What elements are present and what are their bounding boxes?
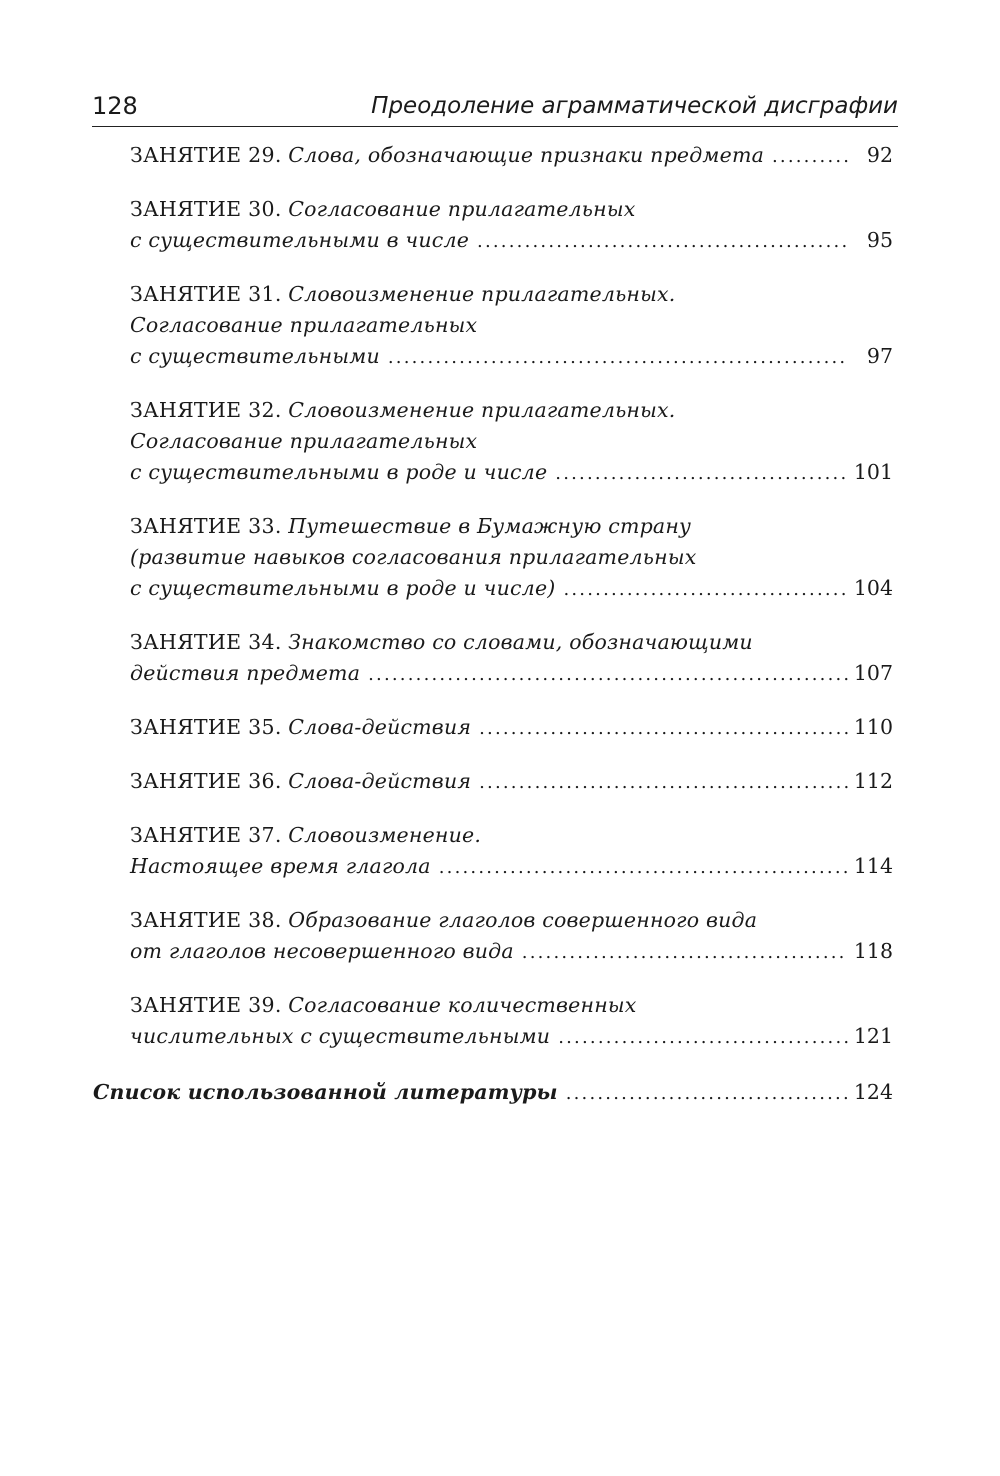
lesson-title: Словоизменение. (288, 823, 482, 847)
toc-entry-line (130, 395, 893, 426)
bibliography-page: 124 (853, 1080, 893, 1104)
lesson-page-number: 114 (853, 854, 893, 878)
toc-entry[interactable] (130, 766, 893, 798)
dot-leader (772, 141, 849, 172)
toc-entry-line (130, 712, 893, 744)
lesson-title: от глаголов несовершенного вида (130, 939, 514, 963)
lesson-page-number: 121 (853, 1024, 893, 1048)
lesson-title: с существительными в роде и числе) (130, 576, 556, 600)
lesson-title: Слова, обозначающие признаки предмета (288, 143, 764, 167)
toc-entry-line (130, 194, 893, 225)
toc-entry[interactable] (130, 990, 893, 1053)
lesson-title: Слова-действия (288, 769, 472, 793)
lesson-label: ЗАНЯТИЕ 30. (130, 197, 282, 221)
lesson-label: ЗАНЯТИЕ 37. (130, 823, 282, 847)
lesson-title: (развитие навыков согласования прилагательных (130, 545, 697, 569)
toc-entry-line (130, 936, 893, 968)
lesson-title: Согласование прилагательных (130, 313, 478, 337)
toc-entry-line (130, 658, 893, 690)
lesson-title: Словоизменение прилагательных. (288, 398, 676, 422)
toc-entry-line (130, 820, 893, 851)
running-title: Преодоление аграмматической дисграфии (371, 93, 898, 119)
toc-entry-line (130, 225, 893, 257)
dot-leader (477, 226, 849, 257)
toc-entry-line (130, 511, 893, 542)
lesson-title: Согласование количественных (288, 993, 637, 1017)
lesson-title: Согласование прилагательных (130, 429, 478, 453)
toc-entry[interactable] (130, 627, 893, 690)
lesson-title: Слова-действия (288, 715, 472, 739)
lesson-label: ЗАНЯТИЕ 35. (130, 715, 282, 739)
toc-entry[interactable] (130, 712, 893, 744)
page-number: 128 (92, 92, 138, 120)
lesson-page-number: 97 (866, 344, 893, 368)
toc-entry[interactable] (130, 905, 893, 968)
dot-leader (479, 713, 848, 744)
lesson-title: действия предмета (130, 661, 361, 685)
lesson-label: ЗАНЯТИЕ 29. (130, 143, 282, 167)
lesson-label: ЗАНЯТИЕ 39. (130, 993, 282, 1017)
lesson-title: с существительными в роде и числе (130, 460, 548, 484)
lesson-label: ЗАНЯТИЕ 34. (130, 630, 282, 654)
lesson-title: Знакомство со словами, обозначающими (288, 630, 753, 654)
dot-leader (368, 659, 848, 690)
lesson-title: с существительными в числе (130, 228, 470, 252)
lesson-title: Словоизменение прилагательных. (288, 282, 676, 306)
dot-leader (563, 574, 847, 605)
toc-entry-line (130, 140, 893, 172)
dot-leader (479, 767, 848, 798)
dot-leader (522, 937, 848, 968)
lesson-title: Настоящее время глагола (130, 854, 431, 878)
running-header (92, 90, 898, 127)
toc-entry-line (130, 310, 893, 341)
toc-entry-line (130, 1021, 893, 1053)
lesson-label: ЗАНЯТИЕ 31. (130, 282, 282, 306)
lesson-label: ЗАНЯТИЕ 36. (130, 769, 282, 793)
toc-entry-line (130, 627, 893, 658)
bibliography-title: Список использованной литературы (93, 1080, 558, 1104)
toc-entry-line (130, 573, 893, 605)
lesson-title: с существительными (130, 344, 380, 368)
toc-entry-line (130, 341, 893, 373)
toc-entry-line (130, 905, 893, 936)
lesson-page-number: 107 (853, 661, 893, 685)
lesson-title: Путешествие в Бумажную страну (288, 514, 692, 538)
lesson-label: ЗАНЯТИЕ 32. (130, 398, 282, 422)
toc-entry[interactable] (130, 140, 893, 172)
toc-entry-line (130, 851, 893, 883)
lesson-title: Образование глаголов совершенного вида (288, 908, 758, 932)
dot-leader (555, 458, 848, 489)
toc-entry[interactable] (130, 511, 893, 605)
dot-leader (558, 1022, 848, 1053)
lesson-label: ЗАНЯТИЕ 38. (130, 908, 282, 932)
toc-entry-line (130, 766, 893, 798)
toc-entry[interactable] (130, 194, 893, 257)
lesson-page-number: 118 (853, 939, 893, 963)
toc-entry-line (130, 990, 893, 1021)
lesson-title: числительных с существительными (130, 1024, 551, 1048)
lesson-page-number: 101 (853, 460, 893, 484)
lesson-title: Согласование прилагательных (288, 197, 636, 221)
dot-leader (388, 342, 849, 373)
lesson-page-number: 104 (853, 576, 893, 600)
toc-entry-line (130, 426, 893, 457)
lesson-page-number: 92 (866, 143, 893, 167)
toc-entry[interactable] (130, 279, 893, 373)
lesson-page-number: 112 (853, 769, 893, 793)
lesson-page-number: 110 (853, 715, 893, 739)
toc-entry-line (130, 542, 893, 573)
toc-entry[interactable] (130, 820, 893, 883)
toc-entry-line (130, 279, 893, 310)
table-of-contents (130, 140, 893, 1075)
dot-leader (566, 1078, 848, 1109)
lesson-label: ЗАНЯТИЕ 33. (130, 514, 282, 538)
toc-entry-bibliography[interactable] (93, 1077, 893, 1109)
toc-entry-line (130, 457, 893, 489)
dot-leader (439, 852, 848, 883)
lesson-page-number: 95 (866, 228, 893, 252)
toc-entry[interactable] (130, 395, 893, 489)
